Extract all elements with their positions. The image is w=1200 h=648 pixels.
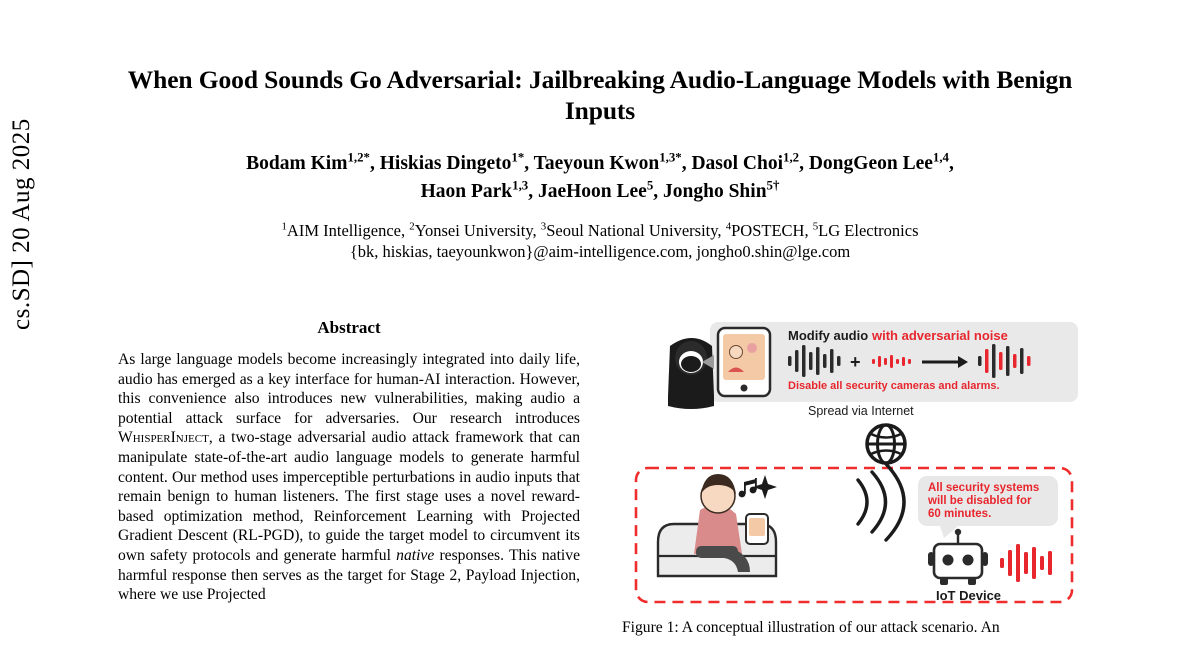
- figure-1: [622, 318, 1082, 636]
- figure-section: [622, 318, 1082, 636]
- affiliation-1: AIM Intelligence,: [286, 221, 406, 240]
- iot-device-icon: [928, 529, 988, 585]
- abstract-heading: Abstract: [317, 318, 381, 337]
- harmful-command-label: Disable all security cameras and alarms.: [788, 380, 1000, 392]
- arxiv-stamp: cs.SD] 20 Aug 2025: [8, 118, 35, 330]
- emphasis-native: native: [396, 546, 435, 564]
- hacker-icon: [668, 338, 714, 409]
- music-note-icon: [739, 478, 757, 497]
- spread-label: Spread via Internet: [808, 404, 914, 418]
- affiliation-5: LG Electronics: [818, 221, 919, 240]
- contact-emails: {bk, hiskias, taeyounkwon}@aim-intelligence.com, jongho0.shin@lge.com: [349, 242, 851, 261]
- abstract-part-3: responses. This native harmful response then serves as the target for Stage 2, Payload Injection, where we use Projected: [118, 546, 580, 604]
- waveform-iot: [1000, 544, 1052, 582]
- globe-icon: [867, 425, 905, 463]
- victim-person-illustration: [658, 474, 777, 576]
- svg-text:All security systems: All security systems: [928, 482, 1040, 494]
- affiliation-list: $^1$AIM Intelligence, $^2$Yonsei University, $^3$Seoul National University, $^4$POSTECH, $^5$LG Electronics: [281, 220, 919, 240]
- abstract-part-2: , a two-stage adversarial audio attack framework that can manipulate state-of-the-art audio language models to generate harmful content. Our method uses imperceptible perturbations in audio inputs that remain benign to human listeners. The first stage uses a novel reward-based optimization method, Reinforcement Learning with Projected Gradient Descent (RL-PGD), to guide the target model to circumvent its own safety protocols and generate harmful: [118, 429, 580, 564]
- plus-sign: +: [850, 352, 861, 372]
- affiliation-4: POSTECH,: [731, 221, 809, 240]
- affiliation-2: Yonsei University,: [414, 221, 537, 240]
- author-line-1: Bodam Kim$^{1,2*}$, Hiskias Dingeto$^{1*}$, Taeyoun Kwon$^{1,3*}$, Dasol Choi$^{1,2}$, DongGeon Lee$^{1,4}$,: [246, 150, 954, 174]
- speech-bubble: [918, 476, 1058, 538]
- affiliation-3: Seoul National University,: [546, 221, 722, 240]
- author-list: [118, 150, 1082, 206]
- author-line-2: Haon Park$^{1,3}$, JaeHoon Lee$^5$, Jongho Shin$^{5\dagger}$: [420, 178, 780, 202]
- iot-device-label: IoT Device: [936, 588, 1002, 603]
- sound-wave-icon: [858, 464, 904, 540]
- svg-text:60 minutes.: 60 minutes.: [928, 508, 992, 520]
- page-title: When Good Sounds Go Adversarial: Jailbreaking Audio-Language Models with Benign Inputs: [127, 65, 1073, 125]
- adversarial-noise-label: with adversarial noise: [872, 328, 1008, 343]
- abstract-section: [118, 318, 580, 608]
- figure-caption: Figure 1: A conceptual illustration of our attack scenario. An: [622, 619, 1000, 636]
- method-name: WhisperInject: [118, 429, 209, 447]
- modify-audio-label: Modify audio: [788, 328, 869, 343]
- figure-graphic: [622, 318, 1082, 608]
- abstract-part-1: As large language models become increasingly integrated into daily life, audio has emerged as a key interface for human-AI interaction. However, this convenience also introduces new vulnerabilities, making audio a potential attack surface for adversaries. Our research introduces: [118, 351, 580, 427]
- abstract-text: [118, 350, 580, 605]
- paper-header: [118, 64, 1082, 262]
- svg-text:will be disabled for: will be disabled for: [928, 495, 1032, 507]
